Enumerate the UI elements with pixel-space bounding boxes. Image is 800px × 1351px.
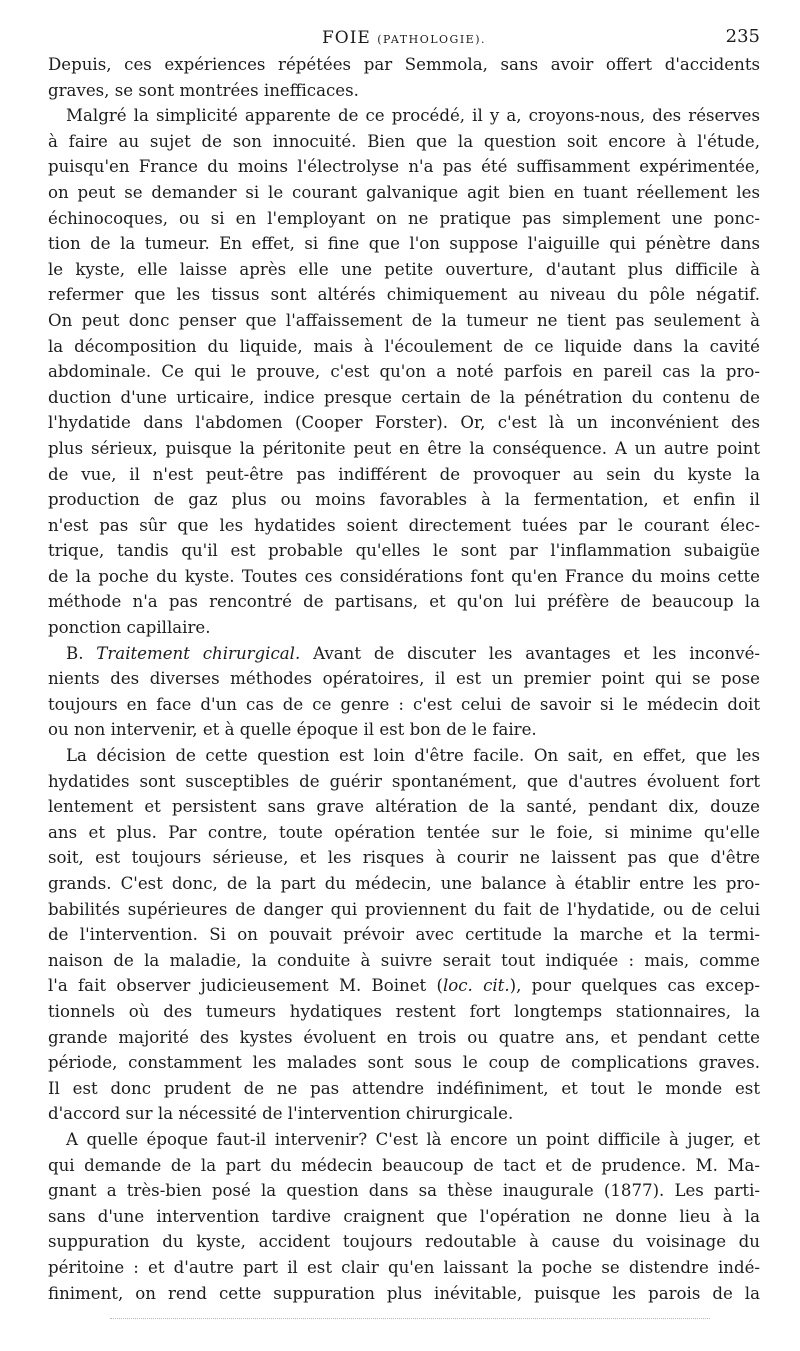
line-text: ponction capillaire. — [48, 618, 211, 638]
text-line — [48, 1076, 760, 1102]
text-line — [48, 78, 760, 104]
line-text: échinocoques, ou si en l'employant on ne pratique pas simplement une ponc- — [48, 208, 760, 228]
text-line — [48, 743, 760, 769]
line-text: gnant a très-bien posé la question dans sa thèse inaugurale (1877). Les parti- — [48, 1181, 760, 1201]
text-line — [48, 103, 760, 129]
line-text: d'accord sur la nécessité de l'intervention chirurgicale. — [48, 1104, 514, 1124]
text-line — [48, 436, 760, 462]
line-text: ans et plus. Par contre, toute opération tentée sur le foie, si minime qu'elle — [48, 822, 760, 842]
text-line — [48, 538, 760, 564]
text-line — [48, 1178, 760, 1204]
running-head — [48, 28, 760, 48]
line-text: Malgré la simplicité apparente de ce procédé, il y a, croyons-nous, des réserves — [66, 106, 760, 126]
text-line — [48, 1255, 760, 1281]
line-lead: l'a fait observer judicieusement M. Boinet ( — [48, 976, 443, 996]
text-line — [48, 154, 760, 180]
text-line — [48, 410, 760, 436]
text-line — [48, 1127, 760, 1153]
line-text: ), pour quelques cas excep- — [509, 976, 760, 996]
italic-phrase: loc. cit. — [442, 976, 510, 996]
line-text: graves, se sont montrées inefficaces. — [48, 80, 359, 100]
line-text: nients des diverses méthodes opératoires, il est un premier point qui se pose — [48, 669, 760, 689]
text-line — [48, 487, 760, 513]
line-text: production de gaz plus ou moins favorables à la fermentation, et enfin il — [48, 490, 760, 510]
text-line — [48, 257, 760, 283]
running-head-title: FOIE — [321, 28, 371, 48]
line-text: hydatides sont susceptibles de guérir spontanément, que d'autres évoluent fort — [48, 771, 760, 791]
text-line — [48, 180, 760, 206]
line-text: A quelle époque faut-il intervenir? C'est là encore un point difficile à juger, et — [66, 1129, 760, 1149]
line-text: l'hydatide dans l'abdomen (Cooper Forster). Or, c'est là un inconvénient des — [48, 413, 760, 433]
text-line — [48, 999, 760, 1025]
line-text: tion de la tumeur. En effet, si fine que l'on suppose l'aiguille qui pénètre dans — [48, 234, 760, 254]
line-text: suppuration du kyste, accident toujours redoutable à cause du voisinage du — [48, 1232, 760, 1252]
running-head-subtitle: (PATHOLOGIE). — [377, 33, 486, 46]
text-line — [48, 513, 760, 539]
line-text: méthode n'a pas rencontré de partisans, et qu'on lui préfère de beaucoup la — [48, 592, 760, 612]
line-text: à faire au sujet de son innocuité. Bien que la question soit encore à l'étude, — [48, 131, 760, 151]
text-line — [48, 334, 760, 360]
line-text: finiment, on rend cette suppuration plus inévitable, puisque les parois de la — [48, 1283, 760, 1303]
line-text: période, constamment les malades sont sous le coup de complications graves. — [48, 1053, 760, 1073]
line-text: La décision de cette question est loin d'être facile. On sait, en effet, que les — [66, 746, 760, 766]
line-text: le kyste, elle laisse après elle une petite ouverture, d'autant plus difficile à — [48, 259, 760, 279]
bleed-through-line — [110, 1318, 710, 1322]
italic-phrase: Traitement chirurgical. — [96, 643, 301, 663]
line-text: péritoine : et d'autre part il est clair qu'en laissant la poche se distendre indé- — [48, 1257, 760, 1277]
text-line — [48, 1229, 760, 1255]
line-text: soit, est toujours sérieuse, et les risques à courir ne laissent pas que d'être — [48, 848, 760, 868]
line-text: duction d'une urticaire, indice presque certain de la pénétration du contenu de — [48, 387, 760, 407]
line-text: grande majorité des kystes évoluent en trois ou quatre ans, et pendant cette — [48, 1027, 760, 1047]
line-text: tionnels où des tumeurs hydatiques restent fort longtemps stationnaires, la — [48, 1001, 760, 1021]
text-line — [48, 52, 760, 78]
line-text: Il est donc prudent de ne pas attendre indéfiniment, et tout le monde est — [48, 1078, 760, 1098]
line-lead: B. — [66, 643, 97, 663]
line-text: sans d'une intervention tardive craignent que l'opération ne donne lieu à la — [48, 1206, 760, 1226]
text-line — [48, 769, 760, 795]
line-text: qui demande de la part du médecin beaucoup de tact et de prudence. M. Ma- — [48, 1155, 760, 1175]
text-line — [48, 897, 760, 923]
line-text: grands. C'est donc, de la part du médecin, une balance à établir entre les pro- — [48, 874, 760, 893]
text-line — [48, 615, 760, 641]
text-line — [48, 948, 760, 974]
text-line — [48, 871, 760, 897]
text-line — [48, 973, 760, 999]
text-line — [48, 845, 760, 871]
text-line — [48, 666, 760, 692]
line-text: on peut se demander si le courant galvanique agit bien en tuant réellement les — [48, 182, 760, 202]
line-text: toujours en face d'un cas de ce genre : c'est celui de savoir si le médecin doit — [48, 694, 760, 714]
text-line — [48, 1101, 760, 1127]
line-text: naison de la maladie, la conduite à suivre serait tout indiquée : mais, comme — [48, 950, 760, 970]
line-text: abdominale. Ce qui le prouve, c'est qu'on a noté parfois en pareil cas la pro- — [48, 362, 760, 382]
line-text: trique, tandis qu'il est probable qu'elles le sont par l'inflammation subaigüe — [48, 541, 760, 561]
text-line — [48, 589, 760, 615]
text-line — [48, 1050, 760, 1076]
text-line — [48, 206, 760, 232]
text-line — [48, 717, 760, 743]
line-text: de l'intervention. Si on pouvait prévoir avec certitude la marche et la termi- — [48, 925, 760, 945]
text-line — [48, 129, 760, 155]
line-text: de la poche du kyste. Toutes ces considérations font qu'en France du moins cette — [48, 566, 760, 586]
text-line — [48, 1204, 760, 1230]
text-line — [48, 922, 760, 948]
text-line — [48, 308, 760, 334]
body-text — [48, 52, 760, 1306]
line-text: lentement et persistent sans grave altération de la santé, pendant dix, douze — [48, 797, 760, 817]
page-header — [48, 22, 760, 52]
text-line — [48, 564, 760, 590]
line-text: Depuis, ces expériences répétées par Semmola, sans avoir offert d'accidents — [48, 55, 760, 74]
text-line — [48, 820, 760, 846]
text-line — [48, 641, 760, 667]
text-line — [48, 282, 760, 308]
text-line — [48, 385, 760, 411]
line-text: de vue, il n'est peut-être pas indifférent de provoquer au sein du kyste la — [48, 464, 760, 484]
text-line — [48, 231, 760, 257]
line-text: babilités supérieures de danger qui proviennent du fait de l'hydatide, ou de celui — [48, 899, 760, 919]
line-text: la décomposition du liquide, mais à l'écoulement de ce liquide dans la cavité — [48, 336, 760, 356]
text-line — [48, 692, 760, 718]
document-page — [48, 22, 760, 1306]
line-text: plus sérieux, puisque la péritonite peut en être la conséquence. A un autre point — [48, 438, 760, 458]
text-line — [48, 1153, 760, 1179]
line-text: refermer que les tissus sont altérés chimiquement au niveau du pôle négatif. — [48, 285, 760, 305]
text-line — [48, 359, 760, 385]
line-text: On peut donc penser que l'affaissement de la tumeur ne tient pas seulement à — [48, 310, 760, 330]
page-number: 235 — [725, 26, 760, 47]
line-text: n'est pas sûr que les hydatides soient directement tuées par le courant élec- — [48, 515, 760, 535]
text-line — [48, 462, 760, 488]
line-text: ou non intervenir, et à quelle époque il est bon de le faire. — [48, 720, 537, 740]
text-line — [48, 1025, 760, 1051]
text-line — [48, 794, 760, 820]
text-line — [48, 1281, 760, 1307]
line-text: puisqu'en France du moins l'électrolyse n'a pas été suffisamment expérimentée, — [48, 157, 760, 177]
line-text: Avant de discuter les avantages et les inconvé- — [300, 643, 760, 663]
